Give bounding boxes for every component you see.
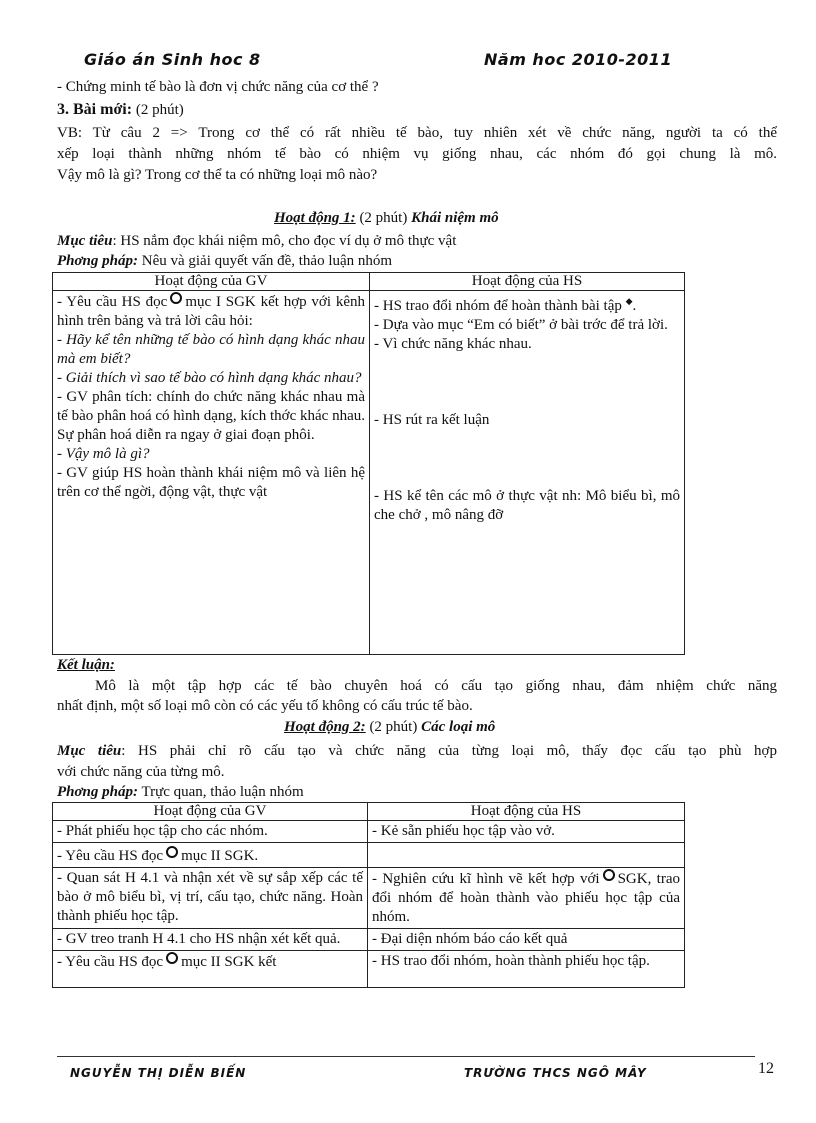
gv-cell <box>53 821 368 843</box>
hs-cell <box>368 929 685 951</box>
hs-cell <box>370 291 685 655</box>
gv-p2: - GV phân tích: chính do chức năng khác nhau mà tế bào phân hoá có hình dạng, kích thớc khác nhau. Sự phân hoá diễn ra ngay ở giai đoạn phôi. <box>57 389 365 443</box>
col-header-gv: Hoạt động của GV <box>53 273 370 291</box>
hs-cell <box>368 951 685 988</box>
diamond-icon: ◆ <box>625 296 633 306</box>
activity1-goal-text: : HS nắm đọc khái niệm mô, cho đọc ví dụ ở mô thực vật <box>112 233 457 249</box>
gv-cell <box>53 951 368 988</box>
gv-p1 <box>57 292 365 331</box>
table-row <box>53 291 685 655</box>
intro-line-1: VB: Từ câu 2 => Trong cơ thể có rất nhiều tế bào, tuy nhiên xét về chức năng, người ta có thể <box>57 125 777 141</box>
hs-cell <box>368 843 685 868</box>
hs-cell <box>368 868 685 929</box>
gv-text-a: - Yêu cầu HS đọc <box>57 954 164 970</box>
gv-text: - GV treo tranh H 4.1 cho HS nhận xét kết quả. <box>57 931 341 947</box>
previous-question: - Chứng minh tế bào là đơn vị chức năng của cơ thể ? <box>57 79 379 95</box>
hs-cell <box>368 821 685 843</box>
gv-cell <box>53 929 368 951</box>
intro-line-2: xếp loại thành những nhóm tế bào có nhiệm vụ giống nhau, các nhóm đó gọi chung là mô. <box>57 146 777 162</box>
table-row <box>53 843 685 868</box>
gv-question-2: - Giải thích vì sao tế bào có hình dạng khác nhau? <box>57 370 362 386</box>
gv-cell <box>53 291 370 655</box>
gv-p3: - GV giúp HS hoàn thành khái niệm mô và liên hệ trên cơ thể ngời, động vật, thực vật <box>57 465 365 500</box>
header-title: Giáo án Sinh hoc 8 <box>84 50 261 69</box>
book-icon <box>603 869 615 881</box>
activity1-method <box>57 252 777 271</box>
book-icon <box>170 292 182 304</box>
hs-p1-text: - HS trao đổi nhóm để hoàn thành bài tập <box>374 298 622 314</box>
table-row <box>53 929 685 951</box>
footer-school: TRƯỜNG THCS NGÔ MÂY <box>464 1066 647 1080</box>
table-row <box>53 951 685 988</box>
intro-line-3: Vậy mô là gì? Trong cơ thể ta có những loại mô nào? <box>57 167 378 183</box>
hs-p4: - HS rút ra kết luận <box>374 412 490 428</box>
hs-text: - Kẻ sẵn phiếu học tập vào vở. <box>372 823 555 839</box>
activity1-method-text: Nêu và giải quyết vấn đề, thảo luận nhóm <box>137 253 393 269</box>
gv-text-a: - Yêu cầu HS đọc <box>57 848 164 864</box>
activity2-goal-text: : HS phải chỉ rõ cấu tạo và chức năng của từng loại mô, thấy đọc cấu tạo phù hợp <box>121 743 777 759</box>
hs-text-a: - Nghiên cứu kĩ hình vẽ kết hợp với <box>372 871 600 887</box>
hs-p2: - Dựa vào mục “Em có biết” ở bài trớc để trả lời. <box>374 317 668 333</box>
table-row <box>53 868 685 929</box>
footer-author: NGUYỄN THỊ DIỄN BIẾN <box>70 1066 247 1080</box>
hs-p1: - HS trao đổi nhóm để hoàn thành bài tập ◆. <box>374 292 680 316</box>
table-header-row <box>53 803 685 821</box>
gv-cell <box>53 868 368 929</box>
hs-p5: - HS kể tên các mô ở thực vật nh: Mô biểu bì, mô che chở , mô nâng đỡ <box>374 488 680 523</box>
hs-text-b: SGK, trao đổi nhóm để hoàn thành vào phiếu học tập của nhóm. <box>372 871 681 925</box>
footer-divider <box>57 1056 755 1057</box>
activity1-title: Hoạt động 1: <box>274 210 356 226</box>
table-row <box>53 821 685 843</box>
gv-text <box>57 846 363 866</box>
gv-question-3: - Vậy mô là gì? <box>57 446 150 462</box>
conclusion-line-1: Mô là một tập hợp các tế bào chuyên hoá có cấu tạo giống nhau, đảm nhiệm chức năng <box>95 678 777 694</box>
activity2-goal-line-1 <box>57 742 777 761</box>
activity2-title: Hoạt động 2: <box>284 719 366 735</box>
header-year: Năm hoc 2010-2011 <box>484 50 673 69</box>
activity2-goal-line-2: với chức năng của từng mô. <box>57 764 225 780</box>
hs-text: - HS trao đổi nhóm, hoàn thành phiếu học tập. <box>372 953 650 969</box>
activity1-name: Khái niệm mô <box>411 210 499 226</box>
section-heading <box>57 100 777 120</box>
hs-text: - Đại diện nhóm báo cáo kết quả <box>372 931 568 947</box>
section-time: (2 phút) <box>135 102 184 118</box>
activity1-time: (2 phút) <box>359 210 408 226</box>
activity2-heading <box>284 719 495 736</box>
activity1-heading <box>274 210 499 227</box>
hs-text <box>372 869 680 927</box>
gv-cell <box>53 843 368 868</box>
col-header-hs: Hoạt động của HS <box>370 273 685 291</box>
conclusion-label: Kết luận: <box>57 657 115 673</box>
gv-question-1: - Hãy kể tên những tế bào có hình dạng khác nhau mà em biết? <box>57 332 365 367</box>
gv-p1-b: mục I SGK kết hợp với kênh hình trên bảng và trả lời câu hỏi: <box>57 294 366 329</box>
activity2-method-text: Trực quan, thảo luận nhóm <box>137 784 304 800</box>
activity1-goal <box>57 232 777 251</box>
gv-text: - Quan sát H 4.1 và nhận xét về sự sắp xếp các tế bào ở mô biểu bì, vị trí, cấu tạo, chức năng. Hoàn thành phiếu học tập. <box>57 870 363 924</box>
gv-text-b: mục II SGK kết <box>181 954 277 970</box>
conclusion-line-2: nhất định, một số loại mô còn có các yếu tố không có cấu trúc tế bào. <box>57 698 473 714</box>
gv-p1-a: - Yêu cầu HS đọc <box>57 294 168 310</box>
hs-p3: - Vì chức năng khác nhau. <box>374 336 532 352</box>
gv-text-b: mục II SGK. <box>181 848 259 864</box>
col-header-hs: Hoạt động của HS <box>368 803 685 821</box>
activity2-goal-label: Mục tiêu <box>57 743 122 759</box>
section-number: 3. Bài mới: <box>57 101 133 118</box>
col-header-gv: Hoạt động của GV <box>53 803 368 821</box>
page-number: 12 <box>758 1060 774 1077</box>
activity1-goal-label: Mục tiêu <box>57 233 113 249</box>
activity1-table <box>52 272 685 655</box>
activity2-time: (2 phút) <box>369 719 418 735</box>
gv-text: - Phát phiếu học tập cho các nhóm. <box>57 823 268 839</box>
activity1-method-label: Phơng pháp: <box>57 253 138 269</box>
table-header-row <box>53 273 685 291</box>
activity2-method <box>57 783 777 802</box>
book-icon <box>166 846 178 858</box>
activity2-name: Các loại mô <box>421 719 496 735</box>
gv-text <box>57 952 363 972</box>
activity2-table <box>52 802 685 988</box>
activity2-method-label: Phơng pháp: <box>57 784 138 800</box>
book-icon <box>166 952 178 964</box>
conclusion-label-line <box>57 656 777 675</box>
